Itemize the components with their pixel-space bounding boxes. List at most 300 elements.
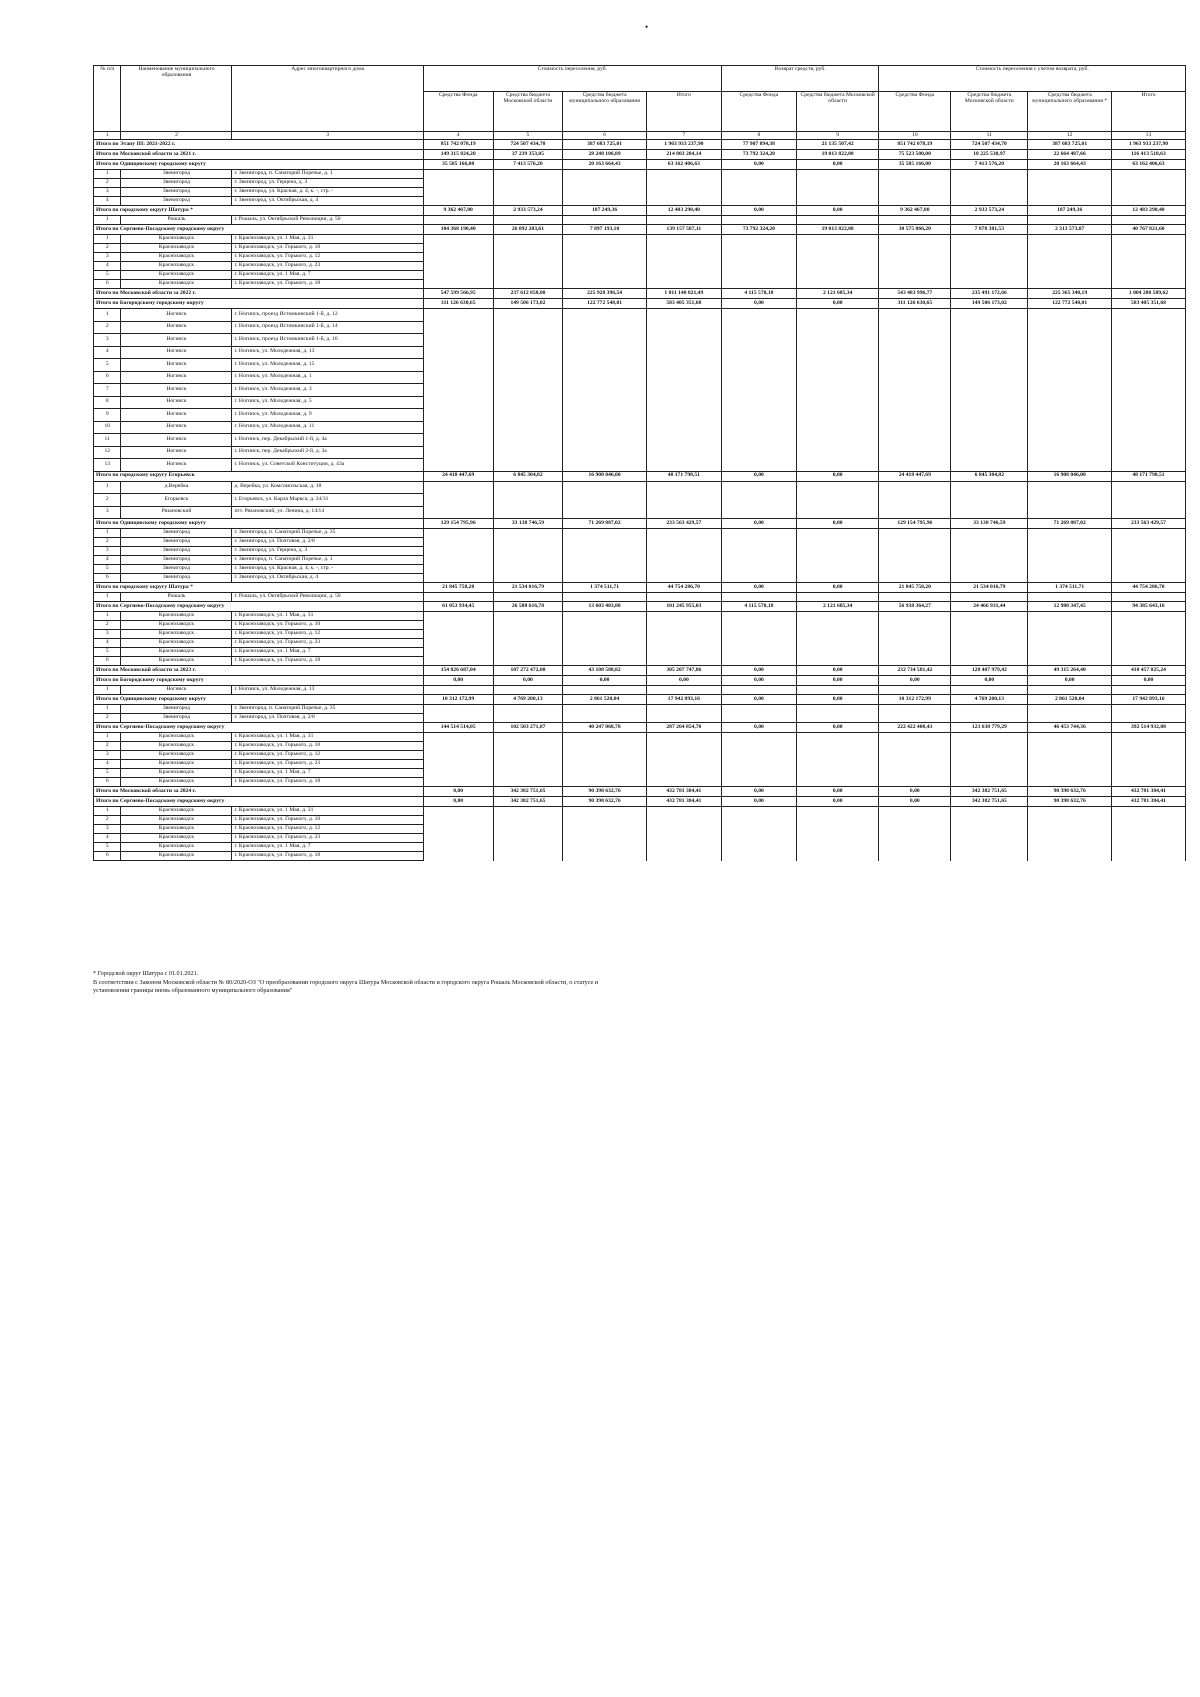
empty-cell	[563, 630, 647, 639]
empty-cell	[796, 769, 878, 778]
empty-cell	[951, 714, 1028, 723]
empty-cell	[1111, 262, 1185, 271]
empty-cell	[1111, 825, 1185, 834]
empty-cell	[1028, 538, 1112, 547]
empty-cell	[721, 253, 796, 262]
empty-cell	[879, 733, 951, 742]
table-row	[94, 459, 1186, 472]
empty-cell	[1111, 459, 1185, 472]
empty-cell	[721, 621, 796, 630]
empty-cell	[423, 612, 493, 621]
empty-cell	[563, 565, 647, 574]
empty-cell	[646, 714, 721, 723]
header-region: Средства бюджета Московской области	[493, 92, 563, 132]
empty-cell	[563, 235, 647, 244]
empty-cell	[563, 593, 647, 602]
address-cell: г. Краснозаводск, ул. 1 Мая, д. 7	[232, 648, 423, 657]
empty-cell	[796, 188, 878, 197]
table-row	[94, 574, 1186, 583]
summary-row	[94, 787, 1186, 797]
address-cell: г. Ногинск, ул. Молодежная, д. 13	[232, 686, 423, 695]
address-cell: г. Краснозаводск, ул. Горького, д. 18	[232, 657, 423, 666]
empty-cell	[563, 434, 647, 447]
footnote-line: В соответствии с Законом Московской области № 80/2020-ОЗ "О преобразовании городского округа Шатура Московской области и городского округа Рошаль Московской области, о статусе и	[93, 978, 599, 986]
empty-cell	[879, 446, 951, 459]
empty-cell	[1111, 346, 1185, 359]
empty-cell	[796, 321, 878, 334]
empty-cell	[879, 179, 951, 188]
empty-cell	[1028, 253, 1112, 262]
summary-value: 63 162 406,63	[1111, 160, 1185, 170]
summary-value: 311 126 630,65	[423, 299, 493, 309]
empty-cell	[951, 346, 1028, 359]
address-cell: г. Краснозаводск, ул. 1 Мая, д. 7	[232, 769, 423, 778]
header-final-fund: Средства Фонда	[879, 92, 951, 132]
empty-cell	[1111, 714, 1185, 723]
empty-cell	[1028, 843, 1112, 852]
empty-cell	[423, 593, 493, 602]
empty-cell	[951, 657, 1028, 666]
municipality-cell: Ногинск	[121, 409, 232, 422]
summary-value: 0,00	[796, 471, 878, 481]
col-number: 10	[879, 132, 951, 140]
summary-value: 21 845 758,20	[879, 583, 951, 593]
empty-cell	[879, 565, 951, 574]
summary-value: 0,00	[796, 583, 878, 593]
summary-label: Итого по городскому округу Шатура *	[94, 206, 424, 216]
empty-cell	[493, 409, 563, 422]
empty-cell	[721, 446, 796, 459]
empty-cell	[879, 384, 951, 397]
empty-cell	[493, 657, 563, 666]
empty-cell	[951, 179, 1028, 188]
row-number: 6	[94, 280, 121, 289]
summary-value: 149 506 173,02	[493, 299, 563, 309]
row-number: 4	[94, 834, 121, 843]
table-row	[94, 612, 1186, 621]
empty-cell	[423, 639, 493, 648]
empty-cell	[879, 630, 951, 639]
summary-value: 0,00	[796, 695, 878, 705]
summary-value: 28 248 106,89	[563, 150, 647, 160]
empty-cell	[493, 506, 563, 519]
row-number: 3	[94, 630, 121, 639]
empty-cell	[879, 648, 951, 657]
empty-cell	[493, 494, 563, 507]
empty-cell	[879, 686, 951, 695]
empty-cell	[721, 459, 796, 472]
address-cell: г. Звенигород, ул. Почтовая, д. 2/8	[232, 714, 423, 723]
summary-value: 21 135 507,42	[796, 140, 878, 150]
empty-cell	[879, 359, 951, 372]
summary-value: 187 249,36	[1028, 206, 1112, 216]
empty-cell	[1028, 334, 1112, 347]
address-cell: г. Звенигород, ул. Почтовая, д. 2/8	[232, 538, 423, 547]
empty-cell	[493, 481, 563, 494]
empty-cell	[721, 733, 796, 742]
row-number: 4	[94, 760, 121, 769]
header-group-refund: Возврат средств, руб.	[721, 66, 879, 92]
empty-cell	[796, 506, 878, 519]
empty-cell	[563, 529, 647, 538]
summary-row	[94, 723, 1186, 733]
page-mark: •	[645, 22, 649, 32]
empty-cell	[563, 742, 647, 751]
empty-cell	[879, 244, 951, 253]
summary-value: 2 861 520,04	[563, 695, 647, 705]
empty-cell	[1111, 244, 1185, 253]
address-cell: г. Краснозаводск, ул. Горького, д. 23	[232, 262, 423, 271]
empty-cell	[646, 816, 721, 825]
empty-cell	[951, 244, 1028, 253]
address-cell: г. Краснозаводск, ул. Горького, д. 23	[232, 760, 423, 769]
empty-cell	[493, 538, 563, 547]
table-row	[94, 434, 1186, 447]
summary-value: 7 413 576,20	[493, 160, 563, 170]
empty-cell	[423, 321, 493, 334]
row-number: 1	[94, 481, 121, 494]
empty-cell	[563, 421, 647, 434]
empty-cell	[423, 834, 493, 843]
header-num: № п/п	[94, 66, 121, 132]
address-cell: г. Краснозаводск, ул. Горького, д. 10	[232, 816, 423, 825]
empty-cell	[423, 371, 493, 384]
row-number: 2	[94, 321, 121, 334]
table-row	[94, 446, 1186, 459]
row-number: 1	[94, 705, 121, 714]
empty-cell	[646, 494, 721, 507]
empty-cell	[423, 235, 493, 244]
municipality-cell: Ногинск	[121, 396, 232, 409]
empty-cell	[646, 686, 721, 695]
summary-value: 0,00	[721, 787, 796, 797]
empty-cell	[1028, 825, 1112, 834]
empty-cell	[423, 751, 493, 760]
empty-cell	[721, 384, 796, 397]
summary-value: 122 772 548,01	[563, 299, 647, 309]
row-number: 6	[94, 778, 121, 787]
empty-cell	[1028, 760, 1112, 769]
empty-cell	[951, 334, 1028, 347]
summary-value: 73 792 324,20	[721, 150, 796, 160]
empty-cell	[796, 834, 878, 843]
empty-cell	[1028, 506, 1112, 519]
empty-cell	[1111, 760, 1185, 769]
col-number: 8	[721, 132, 796, 140]
empty-cell	[493, 816, 563, 825]
empty-cell	[1111, 593, 1185, 602]
summary-row	[94, 140, 1186, 150]
empty-cell	[1111, 751, 1185, 760]
empty-cell	[1028, 434, 1112, 447]
footnotes	[93, 970, 598, 996]
table-body	[94, 140, 1186, 861]
summary-row	[94, 299, 1186, 309]
empty-cell	[646, 359, 721, 372]
empty-cell	[1028, 359, 1112, 372]
municipality-cell: Звенигород	[121, 188, 232, 197]
empty-cell	[1111, 170, 1185, 179]
empty-cell	[879, 481, 951, 494]
empty-cell	[646, 742, 721, 751]
municipality-cell: Краснозаводск	[121, 825, 232, 834]
address-cell: г. Краснозаводск, ул. 1 Мая, д. 7	[232, 843, 423, 852]
empty-cell	[951, 481, 1028, 494]
table-row	[94, 657, 1186, 666]
empty-cell	[796, 371, 878, 384]
address-cell: г. Краснозаводск, ул. Горького, д. 12	[232, 253, 423, 262]
row-number: 3	[94, 547, 121, 556]
empty-cell	[423, 271, 493, 280]
empty-cell	[951, 446, 1028, 459]
summary-row	[94, 797, 1186, 807]
empty-cell	[493, 321, 563, 334]
empty-cell	[721, 639, 796, 648]
empty-cell	[796, 197, 878, 206]
summary-value: 1 374 511,71	[563, 583, 647, 593]
summary-row	[94, 583, 1186, 593]
empty-cell	[951, 271, 1028, 280]
empty-cell	[1028, 481, 1112, 494]
empty-cell	[1028, 262, 1112, 271]
table-row	[94, 262, 1186, 271]
empty-cell	[721, 170, 796, 179]
summary-label: Итого по Сергиево-Посадскому городскому округу	[94, 225, 424, 235]
municipality-cell: Рошаль	[121, 593, 232, 602]
table-row	[94, 538, 1186, 547]
summary-value: 40 247 068,78	[563, 723, 647, 733]
summary-value: 432 781 384,41	[1111, 787, 1185, 797]
col-number: 7	[646, 132, 721, 140]
empty-cell	[493, 446, 563, 459]
summary-row	[94, 150, 1186, 160]
summary-label: Итого по Одинцовскому городскому округу	[94, 160, 424, 170]
empty-cell	[796, 446, 878, 459]
row-number: 3	[94, 506, 121, 519]
row-number: 10	[94, 421, 121, 434]
summary-label: Итого по Сергиево-Посадскому городскому округу	[94, 723, 424, 733]
row-number: 5	[94, 359, 121, 372]
municipality-cell: Звенигород	[121, 556, 232, 565]
row-number: 1	[94, 309, 121, 322]
table-row	[94, 506, 1186, 519]
col-number: 4	[423, 132, 493, 140]
summary-value: 187 249,36	[563, 206, 647, 216]
summary-label: Итого по Богородскому городскому округу	[94, 299, 424, 309]
municipality-cell: Краснозаводск	[121, 834, 232, 843]
empty-cell	[796, 244, 878, 253]
summary-value: 0,00	[796, 666, 878, 676]
summary-value: 0,00	[796, 723, 878, 733]
empty-cell	[423, 825, 493, 834]
empty-cell	[646, 409, 721, 422]
summary-value: 17 942 893,16	[646, 695, 721, 705]
empty-cell	[563, 612, 647, 621]
empty-cell	[951, 751, 1028, 760]
municipality-cell: Краснозаводск	[121, 244, 232, 253]
address-cell: г. Ногинск, пер. Декабрьский 2-й, д. 3а	[232, 446, 423, 459]
empty-cell	[951, 309, 1028, 322]
empty-cell	[721, 547, 796, 556]
empty-cell	[951, 686, 1028, 695]
empty-cell	[796, 612, 878, 621]
summary-value: 0,00	[423, 676, 493, 686]
empty-cell	[493, 807, 563, 816]
summary-value: 10 312 172,99	[879, 695, 951, 705]
empty-cell	[1028, 547, 1112, 556]
address-cell: г. Краснозаводск, ул. Горького, д. 12	[232, 630, 423, 639]
empty-cell	[879, 434, 951, 447]
address-cell: г. Ногинск, проезд Истомкинский 1-й, д. 12	[232, 309, 423, 322]
municipality-cell: Краснозаводск	[121, 816, 232, 825]
empty-cell	[563, 825, 647, 834]
empty-cell	[1111, 396, 1185, 409]
empty-cell	[951, 816, 1028, 825]
empty-cell	[563, 648, 647, 657]
empty-cell	[879, 816, 951, 825]
municipality-cell: Краснозаводск	[121, 843, 232, 852]
empty-cell	[796, 639, 878, 648]
empty-cell	[1028, 834, 1112, 843]
address-cell: г. Рошаль, ул. Октябрьской Революции, д. 50	[232, 216, 423, 225]
empty-cell	[796, 556, 878, 565]
empty-cell	[796, 630, 878, 639]
row-number: 11	[94, 434, 121, 447]
empty-cell	[423, 556, 493, 565]
row-number: 2	[94, 494, 121, 507]
col-number: 6	[563, 132, 647, 140]
empty-cell	[423, 216, 493, 225]
municipality-cell: Ногинск	[121, 334, 232, 347]
empty-cell	[563, 834, 647, 843]
address-cell: г. Ногинск, ул. Советской Конституции, д. 43а	[232, 459, 423, 472]
empty-cell	[423, 630, 493, 639]
summary-value: 0,00	[796, 206, 878, 216]
summary-value: 129 154 795,96	[879, 519, 951, 529]
empty-cell	[563, 309, 647, 322]
summary-value: 2 121 685,34	[796, 602, 878, 612]
summary-value: 71 269 887,02	[563, 519, 647, 529]
empty-cell	[423, 244, 493, 253]
empty-cell	[646, 733, 721, 742]
address-cell: г. Краснозаводск, ул. Горького, д. 10	[232, 244, 423, 253]
row-number: 2	[94, 621, 121, 630]
table-row	[94, 271, 1186, 280]
municipality-cell: Краснозаводск	[121, 648, 232, 657]
summary-value: 44 754 286,70	[646, 583, 721, 593]
empty-cell	[796, 621, 878, 630]
summary-value: 7 897 193,10	[563, 225, 647, 235]
summary-value: 387 683 725,01	[563, 140, 647, 150]
empty-cell	[721, 197, 796, 206]
municipality-cell: д.Верейка	[121, 481, 232, 494]
table-row	[94, 321, 1186, 334]
empty-cell	[879, 334, 951, 347]
municipality-cell: Краснозаводск	[121, 742, 232, 751]
summary-value: 46 453 744,36	[1028, 723, 1112, 733]
summary-value: 1 374 511,71	[1028, 583, 1112, 593]
empty-cell	[721, 705, 796, 714]
empty-cell	[646, 170, 721, 179]
empty-cell	[423, 421, 493, 434]
summary-value: 19 013 822,08	[796, 225, 878, 235]
address-cell: г. Звенигород, п. Санаторий Поречье, д. 1	[232, 556, 423, 565]
municipality-cell: Рошаль	[121, 216, 232, 225]
summary-value: 71 269 887,02	[1028, 519, 1112, 529]
empty-cell	[1111, 197, 1185, 206]
table-row	[94, 733, 1186, 742]
empty-cell	[493, 639, 563, 648]
empty-cell	[563, 321, 647, 334]
empty-cell	[493, 751, 563, 760]
municipality-cell: Звенигород	[121, 197, 232, 206]
table-row	[94, 346, 1186, 359]
summary-value: 6 845 304,82	[951, 471, 1028, 481]
empty-cell	[563, 494, 647, 507]
summary-value: 90 398 632,76	[1028, 797, 1112, 807]
empty-cell	[951, 621, 1028, 630]
empty-cell	[563, 446, 647, 459]
summary-value: 392 514 932,08	[1111, 723, 1185, 733]
empty-cell	[796, 574, 878, 583]
summary-value: 0,00	[721, 666, 796, 676]
empty-cell	[1028, 630, 1112, 639]
municipality-cell: Краснозаводск	[121, 612, 232, 621]
empty-cell	[423, 648, 493, 657]
summary-value: 21 534 016,79	[951, 583, 1028, 593]
empty-cell	[951, 529, 1028, 538]
summary-value: 0,00	[423, 787, 493, 797]
summary-value: 40 767 821,60	[1111, 225, 1185, 235]
summary-value: 35 585 166,00	[879, 160, 951, 170]
empty-cell	[563, 843, 647, 852]
empty-cell	[879, 262, 951, 271]
municipality-cell: Ногинск	[121, 346, 232, 359]
empty-cell	[796, 334, 878, 347]
empty-cell	[646, 648, 721, 657]
header-municipality: Наименование муниципального образования	[121, 66, 232, 132]
empty-cell	[646, 506, 721, 519]
empty-cell	[493, 705, 563, 714]
empty-cell	[563, 244, 647, 253]
address-cell: г. Звенигород, ул. Красная, д. 4, к. -, стр. -	[232, 188, 423, 197]
empty-cell	[646, 630, 721, 639]
summary-value: 233 563 429,57	[1111, 519, 1185, 529]
empty-cell	[1111, 216, 1185, 225]
empty-cell	[563, 459, 647, 472]
col-number: 2	[121, 132, 232, 140]
empty-cell	[721, 807, 796, 816]
empty-cell	[951, 565, 1028, 574]
empty-cell	[493, 612, 563, 621]
col-number: 5	[493, 132, 563, 140]
empty-cell	[1028, 409, 1112, 422]
empty-cell	[1028, 705, 1112, 714]
empty-cell	[1111, 686, 1185, 695]
summary-label: Итого по городскому округу Егорьевск	[94, 471, 424, 481]
empty-cell	[493, 309, 563, 322]
summary-row	[94, 519, 1186, 529]
empty-cell	[1111, 852, 1185, 861]
table-row	[94, 244, 1186, 253]
empty-cell	[646, 179, 721, 188]
empty-cell	[1111, 612, 1185, 621]
empty-cell	[423, 733, 493, 742]
row-number: 3	[94, 334, 121, 347]
empty-cell	[1111, 421, 1185, 434]
col-number: 9	[796, 132, 878, 140]
empty-cell	[423, 742, 493, 751]
